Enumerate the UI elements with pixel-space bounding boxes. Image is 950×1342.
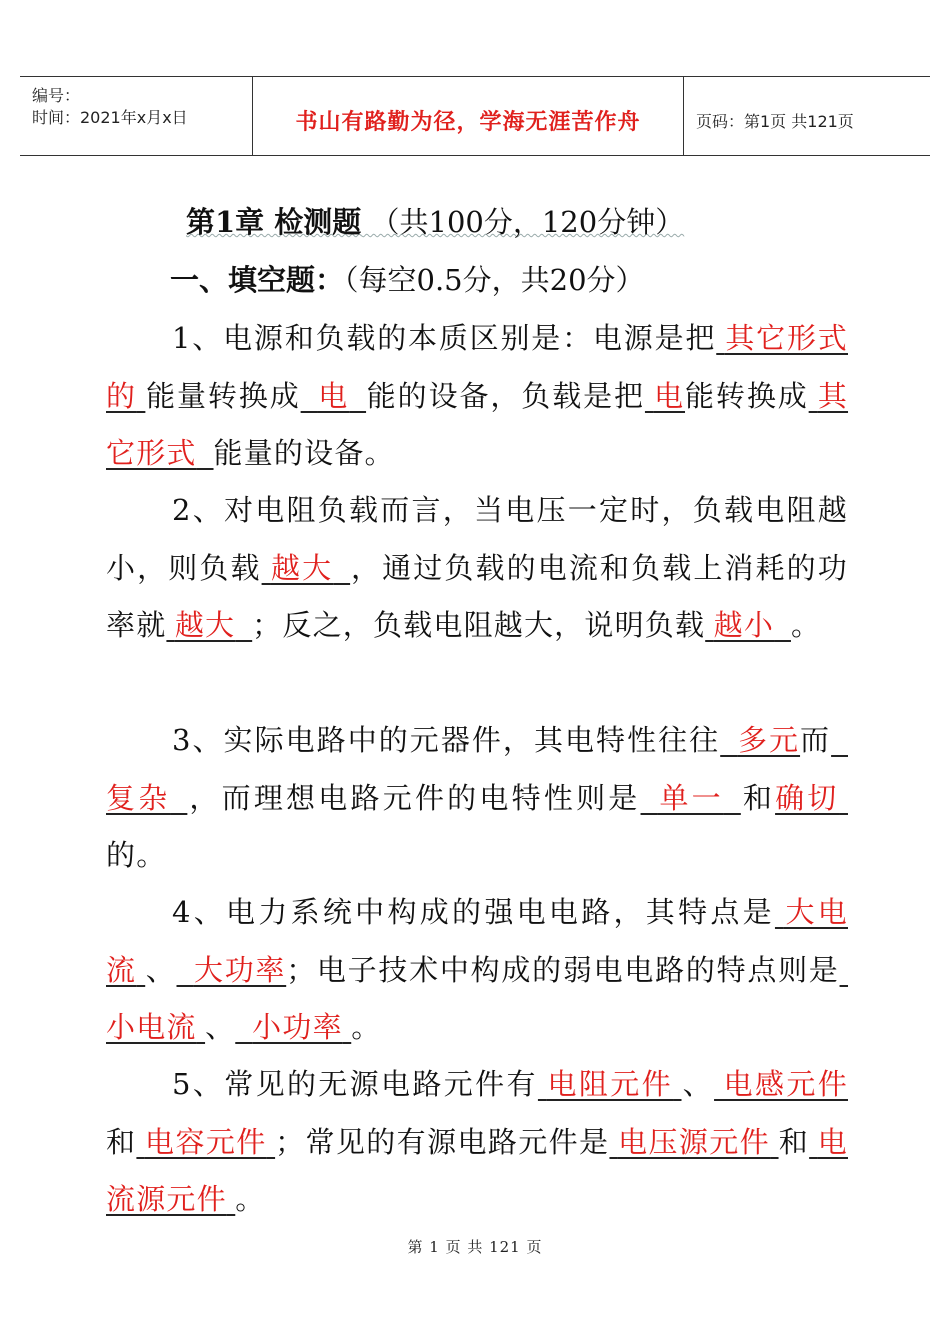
q2-blank-3 <box>705 608 791 642</box>
q1-answer-3: 电 <box>653 378 686 413</box>
q4-blank-4 <box>235 1010 351 1044</box>
page-info: 页码：第1页 共121页 <box>696 112 854 131</box>
q1-text: 能量的设备。 <box>213 436 395 470</box>
q5-blank-3 <box>136 1125 275 1159</box>
number-label: 编号： <box>32 86 81 105</box>
q2-text: ，通过负载的电流和负载上消耗的功率就 <box>106 550 848 642</box>
q2-text: 2、对电阻负载而言，当电压一定时，负载电阻越小，则负载 <box>106 493 848 585</box>
q3-text: 和 <box>740 780 776 815</box>
q3-blank-1 <box>720 723 800 757</box>
q4-answer-3: 小电流 <box>106 1010 197 1044</box>
q4-answer-1: 大电流 <box>106 895 848 987</box>
q2-answer-1: 越大 <box>270 550 334 585</box>
question-1 <box>106 310 848 483</box>
q3-answer-4: 确切 <box>775 780 840 815</box>
q3-text: ，而理想电路元件的电特性则是 <box>187 780 641 815</box>
q4-text: 、 <box>205 1010 236 1044</box>
q2-text: 。 <box>790 608 822 642</box>
q4-text: ；电子技术中构成的弱电电路的特点则是 <box>286 952 840 987</box>
q5-text: 5、常见的无源电路元件有 <box>172 1067 538 1101</box>
q1-answer-4: 其它形式 <box>106 378 849 470</box>
section-heading: 一、填空题： <box>170 263 345 297</box>
q3-blank-4 <box>775 781 848 815</box>
section-meta: （每空0.5分，共20分） <box>344 263 645 297</box>
q5-text: 和 <box>106 1124 137 1159</box>
q1-blank-2 <box>301 379 366 413</box>
q3-text: 而 <box>800 723 832 757</box>
q1-text: 1、电源和负载的本质区别是：电源是把 <box>172 321 717 355</box>
q2-blank-2 <box>166 608 252 642</box>
question-5 <box>106 1056 848 1229</box>
question-2 <box>106 482 848 655</box>
q5-answer-1: 电阻元件 <box>546 1067 674 1101</box>
q5-blank-2 <box>714 1067 848 1101</box>
q5-blank-4 <box>609 1125 778 1159</box>
q5-answer-5: 电流源元件 <box>106 1124 848 1216</box>
q5-answer-4: 电压源元件 <box>617 1124 771 1159</box>
header-right-cell <box>684 77 930 155</box>
q5-answer-2: 电感元件 <box>722 1067 848 1101</box>
q1-answer-1: 其它形式的 <box>106 321 848 413</box>
q4-answer-2: 大功率 <box>193 952 287 987</box>
q2-text: ；反之，负载电阻越大，说明负载 <box>252 608 706 642</box>
q1-text: 能量转换成 <box>145 378 301 413</box>
q5-blank-1 <box>538 1067 682 1101</box>
q5-text: 。 <box>235 1182 266 1216</box>
q5-text: 、 <box>681 1067 715 1101</box>
q1-text: 能的设备，负载是把 <box>366 378 645 413</box>
time-label: 时间：2021年x月x日 <box>32 108 188 127</box>
q5-text: ；常见的有源电路元件是 <box>275 1124 610 1159</box>
chapter-meta: （共100分，120分钟） <box>361 205 685 239</box>
q3-text: 3、实际电路中的元器件，其电特性往往 <box>172 723 721 757</box>
q5-answer-3: 电容元件 <box>144 1124 267 1159</box>
q3-blank-3 <box>641 781 741 815</box>
header-middle-cell <box>252 77 684 155</box>
q3-answer-1: 多元 <box>737 723 801 757</box>
chapter-heading: 第1章 检测题 <box>186 205 362 239</box>
q3-answer-3: 单一 <box>657 780 724 815</box>
question-4 <box>106 884 848 1057</box>
document-header <box>20 76 930 156</box>
q4-answer-4: 小功率 <box>252 1010 343 1044</box>
q3-text: 的。 <box>106 838 167 872</box>
q1-answer-2: 电 <box>317 378 350 413</box>
q4-blank-2 <box>177 953 287 987</box>
section-title <box>170 258 645 299</box>
q1-blank-3 <box>645 379 685 413</box>
page-footer: 第 1 页 共 121 页 <box>407 1238 543 1256</box>
q4-text: 、 <box>145 952 177 987</box>
header-left-cell <box>20 77 252 155</box>
q2-answer-3: 越小 <box>713 608 775 642</box>
chapter-title <box>186 200 684 241</box>
q2-blank-1 <box>262 551 351 585</box>
q4-text: 。 <box>351 1010 382 1044</box>
q3-answer-2: 复杂 <box>106 780 171 815</box>
q5-text: 和 <box>778 1124 810 1159</box>
question-3 <box>106 712 848 885</box>
q4-text: 4、电力系统中构成的强电电路，其特点是 <box>172 895 775 929</box>
q2-answer-2: 越大 <box>174 608 236 642</box>
q1-text: 能转换成 <box>685 378 809 413</box>
motto: 书山有路勤为径，学海无涯苦作舟 <box>295 110 641 135</box>
